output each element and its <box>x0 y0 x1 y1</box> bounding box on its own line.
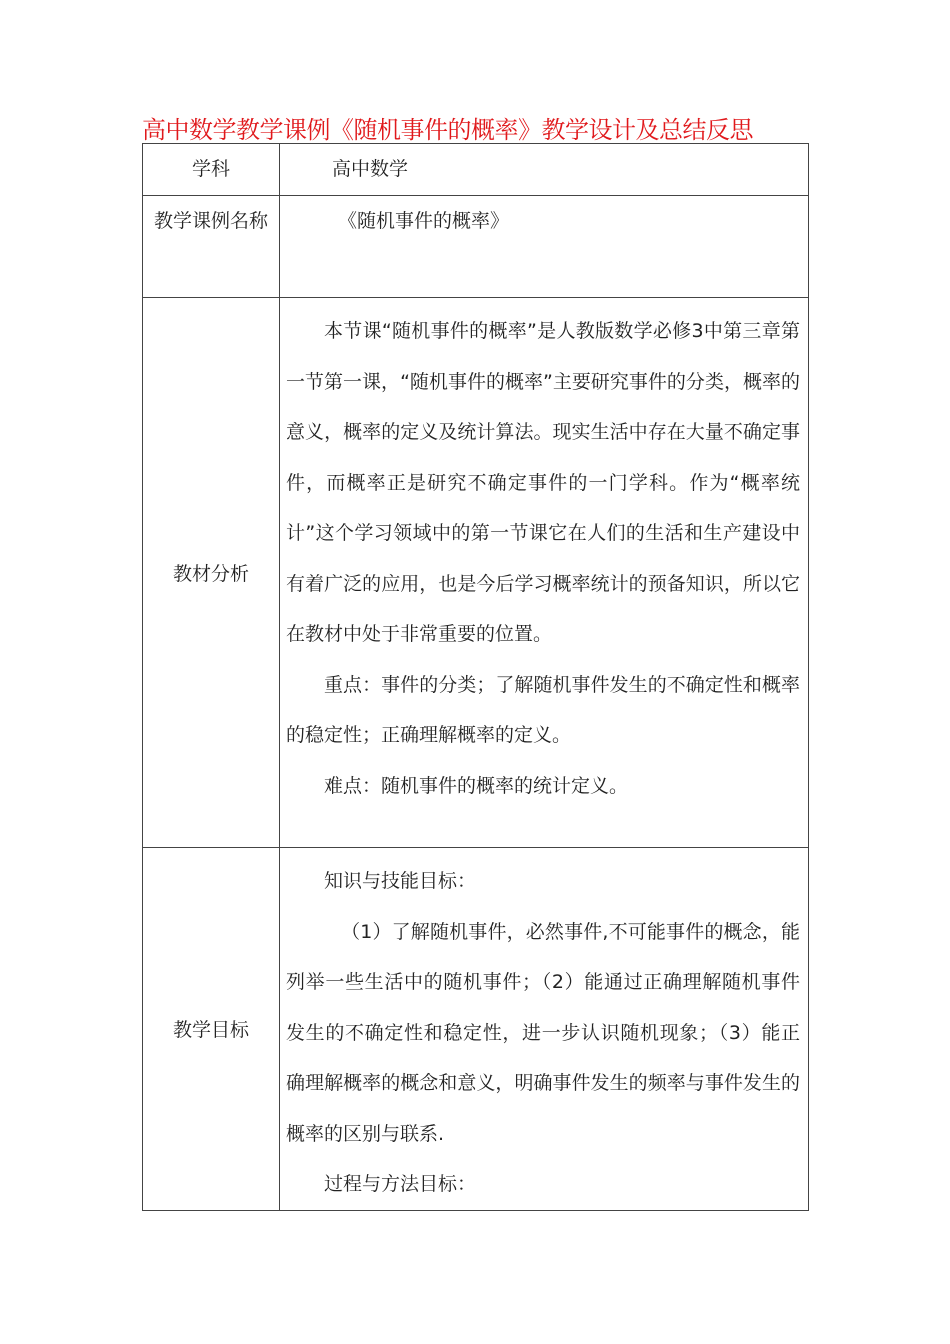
document-title: 高中数学教学课例《随机事件的概率》教学设计及总结反思 <box>142 116 753 144</box>
table-row-lesson-name <box>143 196 809 298</box>
analysis-label: 教材分析 <box>172 563 249 585</box>
goals-paragraph-knowledge-items: （1）了解随机事件，必然事件,不可能事件的概念，能列举一些生活中的随机事件；（2）能通过正确理解随机事件发生的不确定性和稳定性，进一步认识随机现象；（3）能正确理解概率的概念和意义，明确事件发生的频率与事件发生的概率的区别与联系. <box>286 920 800 1145</box>
table-row-goals <box>143 848 809 1211</box>
lesson-plan-table <box>142 143 809 1211</box>
analysis-content-cell <box>280 298 809 848</box>
lesson-name-value-cell <box>280 196 809 298</box>
goals-paragraph-knowledge-heading: 知识与技能目标： <box>324 870 477 892</box>
analysis-paragraph-difficulties: 难点：随机事件的概率的统计定义。 <box>324 774 629 797</box>
table-row-analysis <box>143 298 809 848</box>
goals-label: 教学目标 <box>172 1019 249 1042</box>
analysis-paragraph-intro: 本节课“随机事件的概率”是人教版数学必修3中第三章第一节第一课，“随机事件的概率”主要研究事件的分类，概率的意义，概率的定义及统计算法。现实生活中存在大量不确定事件，而概率正是研究不确定事件的一门学科。作为“概率统计”这个学习领域中的第一节课它在人们的生活和生产建设中有着广泛的应用，也是今后学习概率统计的预备知识，所以它在教材中处于非常重要的位置。 <box>286 320 800 645</box>
goals-paragraph-process-heading: 过程与方法目标： <box>324 1173 477 1195</box>
lesson-name-label-cell <box>143 196 280 298</box>
subject-value: 高中数学 <box>332 158 409 180</box>
table-row-subject <box>143 144 809 196</box>
goals-label-cell <box>143 848 280 1211</box>
subject-value-cell <box>280 144 809 196</box>
subject-label-cell <box>143 144 280 196</box>
analysis-label-cell <box>143 298 280 848</box>
subject-label: 学科 <box>191 158 230 180</box>
lesson-name-label: 教学课例名称 <box>153 210 268 232</box>
goals-content-cell <box>280 848 809 1211</box>
analysis-paragraph-key-points: 重点：事件的分类；了解随机事件发生的不确定性和概率的稳定性；正确理解概率的定义。 <box>286 673 800 746</box>
lesson-name-value: 《随机事件的概率》 <box>338 210 510 232</box>
